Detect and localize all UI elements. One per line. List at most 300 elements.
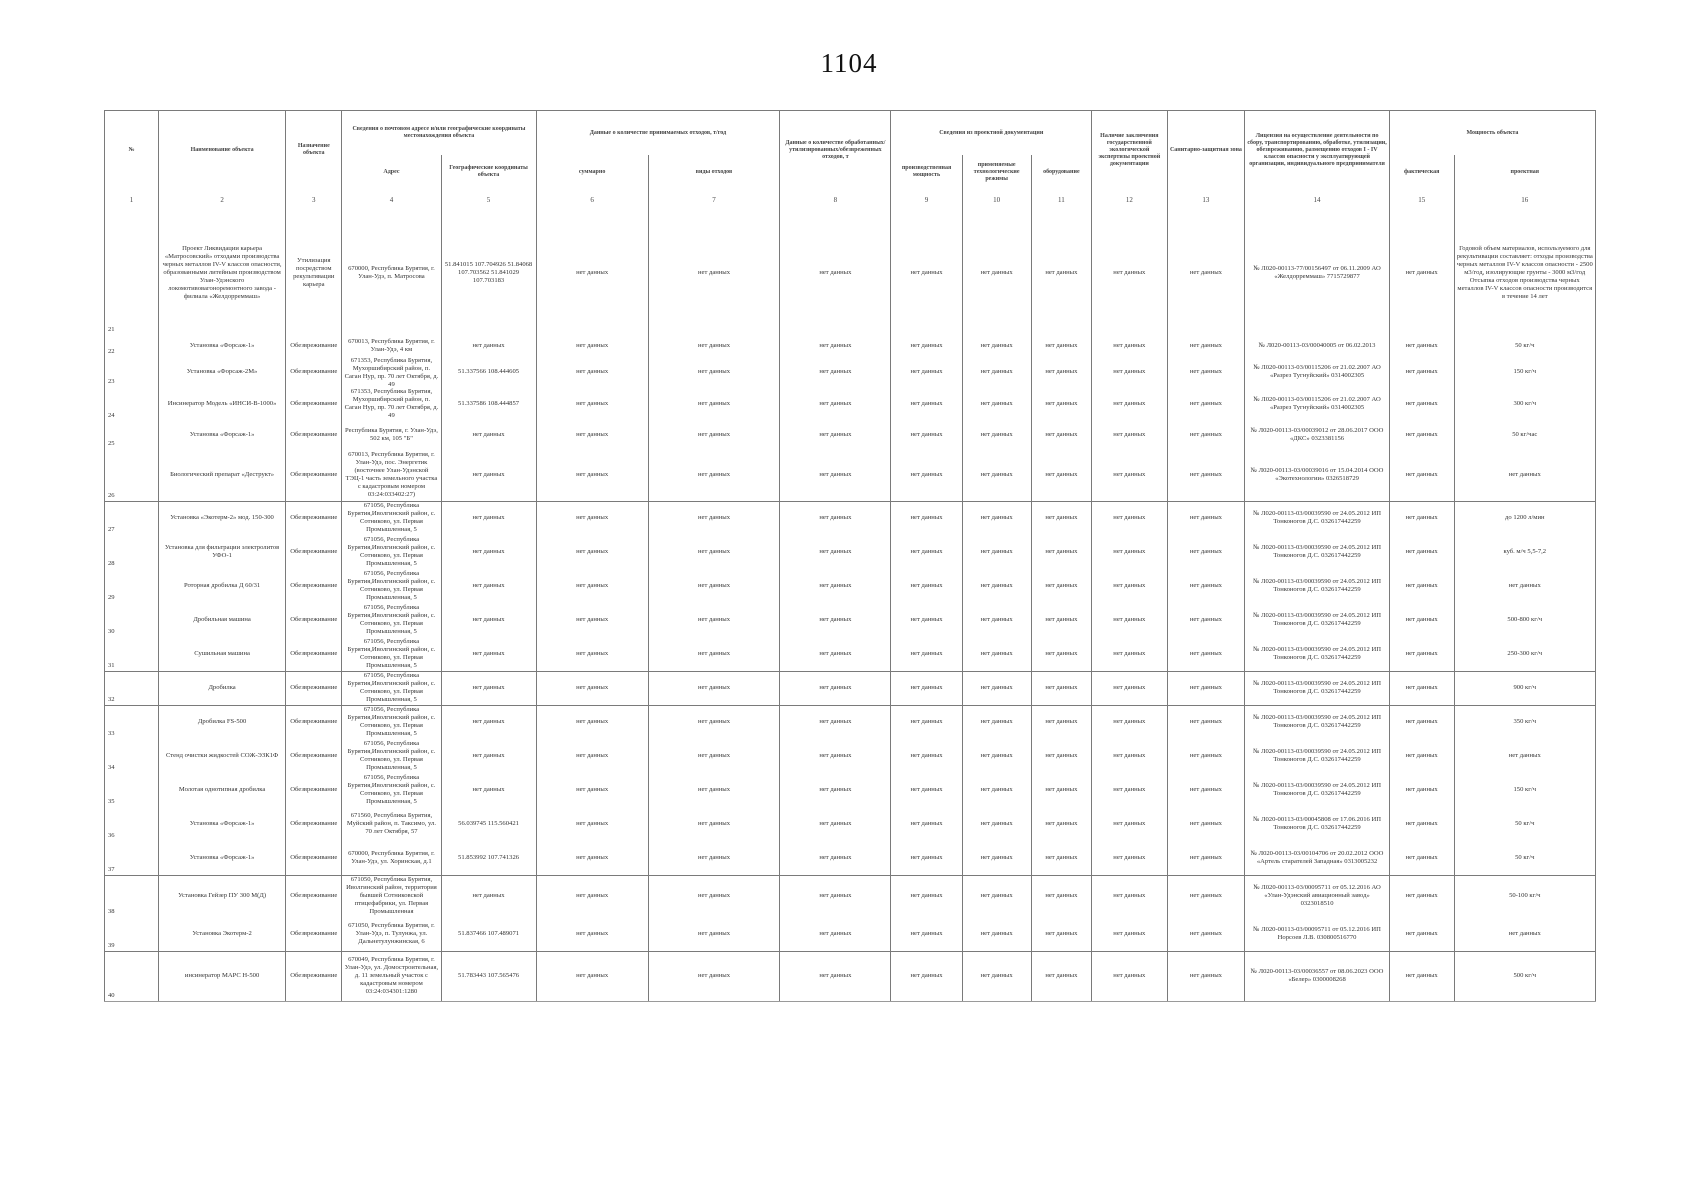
header-actual: фактическая <box>1389 155 1454 189</box>
waste-processed <box>780 501 891 535</box>
row-number-text: 40 <box>108 991 115 999</box>
waste-total <box>536 387 648 421</box>
tech-modes-text: нет данных <box>980 431 1013 438</box>
sanitary-zone <box>1167 501 1245 535</box>
waste-types <box>648 501 780 535</box>
power-design-text: 150 кг/ч <box>1513 368 1537 375</box>
object-purpose-text: Обезвреживание <box>290 368 338 375</box>
power-actual <box>1389 705 1454 739</box>
sanitary-zone-text: нет данных <box>1189 400 1222 407</box>
object-purpose <box>286 875 342 917</box>
power-actual <box>1389 739 1454 773</box>
power-actual <box>1389 875 1454 917</box>
waste-total <box>536 535 648 569</box>
column-number: 5 <box>441 189 536 211</box>
waste-processed-text: нет данных <box>819 684 852 691</box>
waste-processed <box>780 449 891 501</box>
object-coords-text: 51.337566 108.444605 <box>458 368 520 375</box>
power-actual-text: нет данных <box>1405 684 1438 691</box>
waste-processed <box>780 705 891 739</box>
tech-modes-text: нет данных <box>980 342 1013 349</box>
object-purpose <box>286 335 342 357</box>
eco-review-text: нет данных <box>1113 582 1146 589</box>
waste-types-text: нет данных <box>697 269 731 276</box>
object-address-text: 671050, Республика Бурятия, г. Улан-Удэ, п. Тулунжа, ул. Дальнетулунжинская, 6 <box>348 921 435 945</box>
object-coords <box>441 739 536 773</box>
row-number <box>105 705 159 739</box>
tech-modes-text: нет данных <box>980 616 1013 623</box>
object-name <box>158 705 285 739</box>
object-purpose <box>286 705 342 739</box>
production-capacity-text: нет данных <box>910 582 943 589</box>
production-capacity <box>891 917 962 951</box>
equipment-text: нет данных <box>1045 718 1078 726</box>
object-purpose-text: Обезвреживание <box>290 470 338 478</box>
sanitary-zone <box>1167 773 1245 807</box>
equipment-text: нет данных <box>1045 853 1078 861</box>
production-capacity <box>891 421 962 449</box>
power-design-text: 900 кг/ч <box>1513 684 1537 691</box>
license <box>1245 705 1390 739</box>
waste-processed-text: нет данных <box>819 431 852 438</box>
object-purpose-text: Обезвреживание <box>290 786 338 793</box>
sanitary-zone-text: нет данных <box>1189 368 1222 375</box>
license-text: № Л020-00113-03/00039590 от 24.05.2012 ИП Тонконогов Д.С. 032617442259 <box>1253 748 1382 763</box>
table-row <box>105 603 1596 637</box>
row-number-text: 37 <box>108 865 115 873</box>
power-actual <box>1389 387 1454 421</box>
tech-modes <box>962 387 1031 421</box>
power-actual <box>1389 951 1454 1001</box>
row-number-text: 32 <box>108 695 115 703</box>
object-purpose-text: Обезвреживание <box>290 718 338 726</box>
waste-processed <box>780 807 891 841</box>
production-capacity <box>891 357 962 387</box>
production-capacity-text: нет данных <box>910 786 943 793</box>
waste-processed-text: нет данных <box>819 752 852 759</box>
waste-types-text: нет данных <box>697 400 731 407</box>
license <box>1245 501 1390 535</box>
power-design-text: 50 кг/ч <box>1515 820 1535 827</box>
object-purpose-text: Обезвреживание <box>290 400 338 407</box>
equipment <box>1031 535 1091 569</box>
table-row <box>105 951 1596 1001</box>
row-number <box>105 449 159 501</box>
column-number: 2 <box>158 189 285 211</box>
object-address-text: 670000, Республика Бурятия, г. Улан-Удэ, ул. Хоринская, д.1 <box>348 849 435 865</box>
production-capacity <box>891 875 962 917</box>
object-address-text: Республика Бурятия, г. Улан-Удэ, 502 км, 105 "Б" <box>345 427 438 442</box>
object-purpose <box>286 773 342 807</box>
tech-modes-text: нет данных <box>980 470 1013 478</box>
object-coords <box>441 875 536 917</box>
object-purpose <box>286 917 342 951</box>
object-purpose-text: Обезвреживание <box>290 514 338 522</box>
equipment-text: нет данных <box>1045 684 1078 691</box>
sanitary-zone-text: нет данных <box>1189 972 1222 979</box>
object-purpose-text: Обезвреживание <box>290 431 338 438</box>
equipment <box>1031 637 1091 671</box>
object-purpose-text: Обезвреживание <box>290 548 338 555</box>
license-text: № Л020-00113-03/00039590 от 24.05.2012 ИП Тонконогов Д.С. 032617442259 <box>1253 645 1382 661</box>
row-number <box>105 569 159 603</box>
waste-types-text: нет данных <box>697 342 731 349</box>
production-capacity-text: нет данных <box>910 514 943 522</box>
license <box>1245 421 1390 449</box>
object-purpose <box>286 569 342 603</box>
waste-types <box>648 773 780 807</box>
waste-total-text: нет данных <box>576 752 609 759</box>
waste-total-text: нет данных <box>576 400 609 407</box>
production-capacity <box>891 773 962 807</box>
object-purpose-text: Обезвреживание <box>290 820 338 827</box>
production-capacity-text: нет данных <box>910 820 943 827</box>
object-address-text: 671056, Республика Бурятия,Иволгинский район, с. Сотниково, ул. Первая Промышленная, 5 <box>347 672 436 703</box>
equipment <box>1031 705 1091 739</box>
object-name <box>158 951 285 1001</box>
waste-processed-text: нет данных <box>819 368 852 375</box>
eco-review <box>1092 211 1168 335</box>
equipment <box>1031 773 1091 807</box>
sanitary-zone-text: нет данных <box>1189 269 1222 276</box>
tech-modes <box>962 211 1031 335</box>
power-design <box>1454 449 1595 501</box>
power-design <box>1454 773 1595 807</box>
column-number: 4 <box>342 189 441 211</box>
eco-review-text: нет данных <box>1113 820 1146 827</box>
object-address-text: 671056, Республика Бурятия,Иволгинский район, с. Сотниково, ул. Первая Промышленная, 5 <box>347 536 436 567</box>
license <box>1245 773 1390 807</box>
production-capacity <box>891 841 962 875</box>
object-coords <box>441 841 536 875</box>
equipment-text: нет данных <box>1045 649 1078 657</box>
license-text: № Л020-00113-03/00039016 от 15.04.2014 ООО «Экотехнологии» 0326518729 <box>1250 466 1384 482</box>
waste-types <box>648 875 780 917</box>
production-capacity-text: нет данных <box>910 892 943 900</box>
eco-review <box>1092 449 1168 501</box>
object-address-text: 671353, Республика Бурятия, Мухоршибирский район, п. Саган Нур, пр. 70 лет Октября, д. 49 <box>344 388 439 419</box>
license <box>1245 603 1390 637</box>
power-actual <box>1389 211 1454 335</box>
object-purpose <box>286 603 342 637</box>
sanitary-zone <box>1167 841 1245 875</box>
object-name-text: Установка «Форсаж-1» <box>189 853 255 861</box>
row-number <box>105 501 159 535</box>
production-capacity <box>891 335 962 357</box>
object-coords-text: 51.783443 107.565476 <box>458 972 520 979</box>
waste-types-text: нет данных <box>697 752 731 759</box>
license-text: № Л020-00113-03/00039590 от 24.05.2012 ИП Тонконогов Д.С. 032617442259 <box>1253 680 1382 695</box>
waste-processed-text: нет данных <box>819 342 852 349</box>
object-name <box>158 807 285 841</box>
tech-modes <box>962 421 1031 449</box>
column-number-row <box>105 189 1596 211</box>
eco-review <box>1092 917 1168 951</box>
table-row <box>105 739 1596 773</box>
power-actual-text: нет данных <box>1405 820 1438 827</box>
eco-review <box>1092 387 1168 421</box>
production-capacity-text: нет данных <box>910 853 943 861</box>
row-number-text: 39 <box>108 941 115 949</box>
object-name <box>158 569 285 603</box>
power-design <box>1454 807 1595 841</box>
production-capacity-text: нет данных <box>910 649 943 657</box>
power-actual <box>1389 569 1454 603</box>
production-capacity <box>891 449 962 501</box>
tech-modes <box>962 841 1031 875</box>
power-actual <box>1389 421 1454 449</box>
table-row <box>105 387 1596 421</box>
equipment-text: нет данных <box>1045 269 1078 276</box>
column-number: 7 <box>648 189 780 211</box>
waste-types-text: нет данных <box>697 616 731 623</box>
tech-modes-text: нет данных <box>980 582 1013 589</box>
table-row <box>105 841 1596 875</box>
tech-modes-text: нет данных <box>980 718 1013 726</box>
production-capacity-text: нет данных <box>910 431 943 438</box>
eco-review-text: нет данных <box>1113 853 1146 861</box>
column-number: 10 <box>962 189 1031 211</box>
waste-total-text: нет данных <box>576 892 609 900</box>
production-capacity <box>891 637 962 671</box>
sanitary-zone <box>1167 807 1245 841</box>
equipment <box>1031 569 1091 603</box>
waste-types-text: нет данных <box>697 470 731 478</box>
waste-types <box>648 387 780 421</box>
object-coords <box>441 773 536 807</box>
row-number <box>105 357 159 387</box>
sanitary-zone-text: нет данных <box>1189 342 1222 349</box>
power-design-text: 50 кг/час <box>1512 431 1538 438</box>
license <box>1245 335 1390 357</box>
object-coords <box>441 569 536 603</box>
production-capacity-text: нет данных <box>910 684 943 691</box>
object-name-text: Стенд очистки жидкостей СОЖ-ЭЗК1Ф <box>165 752 279 759</box>
waste-total-text: нет данных <box>576 972 609 979</box>
power-design <box>1454 357 1595 387</box>
power-actual-text: нет данных <box>1405 431 1438 438</box>
object-coords-text: 51.337586 108.444857 <box>458 400 520 407</box>
object-name-text: Проект Ликвидации карьера «Матросовский» отходами производства черных металлов IV-V классов опасности, образованными литейным производством Улан-Удэнского локомотивовагоноремонтного завода - филиала «Желдорреммаш» <box>162 245 282 300</box>
eco-review <box>1092 637 1168 671</box>
eco-review-text: нет данных <box>1113 548 1146 555</box>
header-waste-types: виды отходов <box>648 155 780 189</box>
column-number: 16 <box>1454 189 1595 211</box>
object-name <box>158 739 285 773</box>
table-row <box>105 421 1596 449</box>
equipment <box>1031 501 1091 535</box>
object-address <box>342 357 441 387</box>
tech-modes <box>962 671 1031 705</box>
object-coords-text: 51.837466 107.489071 <box>458 929 520 937</box>
eco-review-text: нет данных <box>1113 752 1146 759</box>
object-name-text: Дробилка <box>208 684 236 691</box>
license <box>1245 807 1390 841</box>
object-purpose-text: Обезвреживание <box>290 853 338 861</box>
power-design <box>1454 211 1595 335</box>
production-capacity <box>891 671 962 705</box>
sanitary-zone <box>1167 705 1245 739</box>
object-address-text: 671056, Республика Бурятия,Иволгинский район, с. Сотниково, ул. Первая Промышленная, 5 <box>347 774 436 805</box>
object-address-text: 671056, Республика Бурятия,Иволгинский район, с. Сотниково, ул. Первая Промышленная, 5 <box>347 740 436 771</box>
equipment-text: нет данных <box>1045 752 1078 759</box>
eco-review <box>1092 841 1168 875</box>
object-coords-text: нет данных <box>472 616 505 623</box>
row-number-text: 35 <box>108 798 115 805</box>
power-actual <box>1389 917 1454 951</box>
license <box>1245 841 1390 875</box>
license-text: № Л020-00113-77/00156497 от 06.11.2009 АО «Желдорреммаш» 7715729877 <box>1253 265 1381 280</box>
tech-modes <box>962 773 1031 807</box>
sanitary-zone-text: нет данных <box>1189 582 1222 589</box>
tech-modes-text: нет данных <box>980 853 1013 861</box>
waste-total-text: нет данных <box>576 514 609 522</box>
row-number <box>105 739 159 773</box>
object-coords-text: нет данных <box>472 342 505 349</box>
sanitary-zone <box>1167 951 1245 1001</box>
tech-modes <box>962 569 1031 603</box>
tech-modes-text: нет данных <box>980 786 1013 793</box>
sanitary-zone <box>1167 917 1245 951</box>
waste-processed <box>780 671 891 705</box>
eco-review <box>1092 671 1168 705</box>
table-row <box>105 705 1596 739</box>
object-coords <box>441 637 536 671</box>
waste-processed <box>780 357 891 387</box>
tech-modes-text: нет данных <box>980 820 1013 827</box>
waste-types-text: нет данных <box>697 368 731 375</box>
waste-total <box>536 449 648 501</box>
object-coords <box>441 951 536 1001</box>
waste-total <box>536 637 648 671</box>
object-name <box>158 773 285 807</box>
eco-review-text: нет данных <box>1113 514 1146 522</box>
object-coords <box>441 807 536 841</box>
sanitary-zone-text: нет данных <box>1189 514 1222 522</box>
object-name-text: Установка для фильтрации электролитов УФО-1 <box>164 544 280 559</box>
eco-review <box>1092 569 1168 603</box>
waste-processed-text: нет данных <box>819 892 852 900</box>
table-row <box>105 671 1596 705</box>
object-name-text: Установка Гейзер ПУ 300 М(Д) <box>178 892 267 900</box>
equipment-text: нет данных <box>1045 820 1078 827</box>
table-row <box>105 211 1596 335</box>
table-row <box>105 449 1596 501</box>
license <box>1245 917 1390 951</box>
sanitary-zone-text: нет данных <box>1189 649 1222 657</box>
object-address-text: 670000, Республика Бурятия, г. Улан-Удэ, п. Матросова <box>348 265 435 280</box>
equipment-text: нет данных <box>1045 342 1078 349</box>
waste-total-text: нет данных <box>576 616 609 623</box>
power-actual <box>1389 449 1454 501</box>
object-name <box>158 603 285 637</box>
header-name: Наименование объекта <box>158 111 285 190</box>
object-purpose <box>286 387 342 421</box>
waste-processed-text: нет данных <box>819 400 852 407</box>
sanitary-zone <box>1167 211 1245 335</box>
object-address <box>342 671 441 705</box>
header-capacity: производственная мощность <box>891 155 962 189</box>
eco-review-text: нет данных <box>1113 400 1146 407</box>
production-capacity <box>891 535 962 569</box>
power-design-text: куб. м/ч 5,5-7,2 <box>1503 548 1547 555</box>
equipment <box>1031 739 1091 773</box>
power-design-text: 500-800 кг/ч <box>1507 616 1543 623</box>
sanitary-zone <box>1167 637 1245 671</box>
power-design-text: нет данных <box>1508 929 1541 937</box>
object-coords <box>441 501 536 535</box>
waste-types <box>648 739 780 773</box>
equipment <box>1031 387 1091 421</box>
production-capacity <box>891 569 962 603</box>
row-number <box>105 875 159 917</box>
power-actual <box>1389 501 1454 535</box>
power-design <box>1454 421 1595 449</box>
object-address <box>342 841 441 875</box>
row-number <box>105 535 159 569</box>
power-actual <box>1389 535 1454 569</box>
sanitary-zone-text: нет данных <box>1189 892 1222 900</box>
production-capacity-text: нет данных <box>910 972 943 979</box>
power-design <box>1454 739 1595 773</box>
license-text: № Л020-00113-03/00036557 от 08.06.2023 ООО «Белер» 0300008268 <box>1250 968 1384 983</box>
waste-processed-text: нет данных <box>819 470 852 478</box>
eco-review-text: нет данных <box>1113 929 1146 937</box>
equipment-text: нет данных <box>1045 786 1078 793</box>
waste-total-text: нет данных <box>576 649 609 657</box>
sanitary-zone <box>1167 387 1245 421</box>
object-name <box>158 387 285 421</box>
object-purpose <box>286 501 342 535</box>
object-address-text: 671056, Республика Бурятия,Иволгинский район, с. Сотниково, ул. Первая Промышленная, 5 <box>347 604 436 635</box>
object-name <box>158 357 285 387</box>
eco-review-text: нет данных <box>1113 342 1146 349</box>
waste-types <box>648 357 780 387</box>
object-address <box>342 773 441 807</box>
object-coords-text: нет данных <box>472 548 505 555</box>
waste-types <box>648 807 780 841</box>
power-design-text: 350 кг/ч <box>1513 718 1537 726</box>
waste-processed <box>780 535 891 569</box>
object-coords-text: нет данных <box>472 470 505 478</box>
tech-modes <box>962 951 1031 1001</box>
power-design <box>1454 875 1595 917</box>
waste-processed <box>780 421 891 449</box>
tech-modes <box>962 637 1031 671</box>
table-header <box>105 111 1596 212</box>
sanitary-zone-text: нет данных <box>1189 752 1222 759</box>
object-name <box>158 335 285 357</box>
row-number <box>105 637 159 671</box>
object-coords <box>441 603 536 637</box>
tech-modes-text: нет данных <box>980 514 1013 522</box>
object-address-text: 671353, Республика Бурятия, Мухоршибирский район, п. Саган Нур, пр. 70 лет Октября, д. 49 <box>344 357 439 387</box>
object-address-text: 671056, Республика Бурятия,Иволгинский район, с. Сотниково, ул. Первая Промышленная, 5 <box>347 637 436 669</box>
equipment-text: нет данных <box>1045 431 1078 438</box>
eco-review-text: нет данных <box>1113 616 1146 623</box>
row-number-text: 21 <box>108 326 115 333</box>
equipment <box>1031 807 1091 841</box>
tech-modes <box>962 739 1031 773</box>
license-text: № Л020-00113-03/00039012 от 28.06.2017 ООО «ДКС» 0323381156 <box>1250 427 1384 442</box>
object-coords <box>441 535 536 569</box>
power-actual-text: нет данных <box>1405 342 1438 349</box>
object-name <box>158 535 285 569</box>
waste-processed <box>780 951 891 1001</box>
object-purpose <box>286 671 342 705</box>
power-actual-text: нет данных <box>1405 972 1438 979</box>
row-number <box>105 951 159 1001</box>
